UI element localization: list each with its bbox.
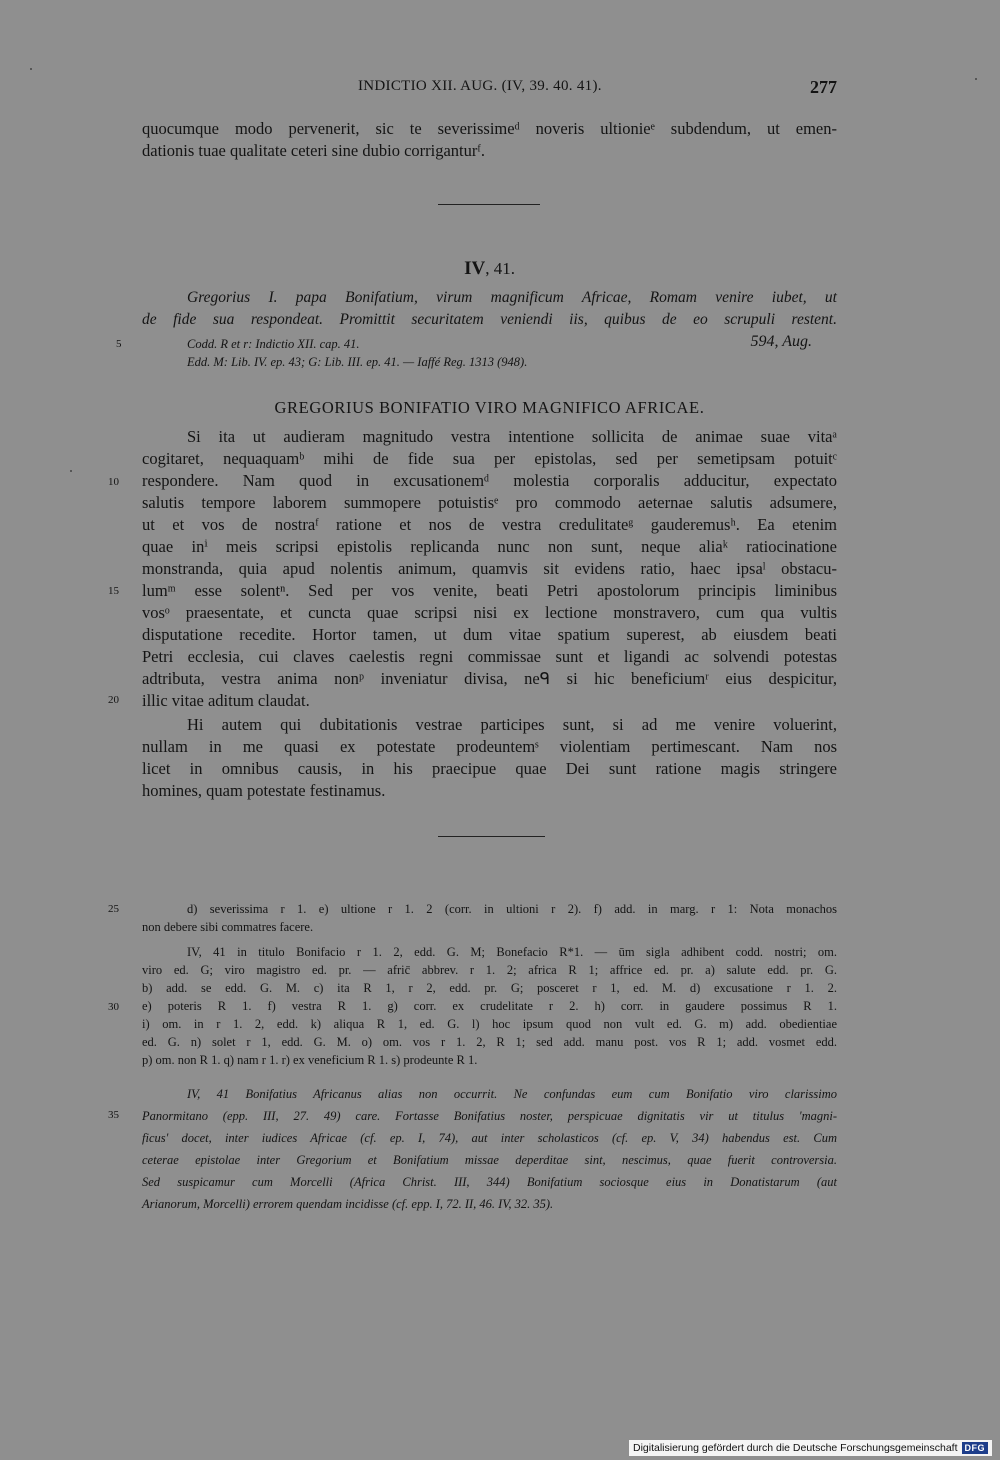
separator-rule — [438, 204, 540, 205]
commentary-line: ceterae epistolae inter Gregorium et Bonifatium missae deperditae sint, nescimus, quae fuerit controversia. — [142, 1153, 837, 1167]
scan-speck — [975, 78, 977, 80]
end-rule — [438, 836, 545, 837]
credit-text: Digitalisierung gefördert durch die Deutsche Forschungsgemeinschaft — [632, 1442, 958, 1454]
apparatus-line: e) poteris R 1. f) vestra R 1. g) corr. ex crudelitate r 2. h) corr. in gaudere possimus R 1. — [142, 999, 837, 1013]
text-line: ut et vos de nostraᶠ ratione et nos de vestra credulitateᵍ gauderemusʰ. Ea etenim — [142, 515, 837, 534]
commentary-line: Sed suspicamur cum Morcelli (Africa Christ. III, 344) Bonifatium sociosque eius in Donatistarum (aut — [142, 1175, 837, 1189]
line-number: 5 — [116, 338, 122, 350]
summary-line: de fide sua respondeat. Promittit securitatem veniendi iis, quibus de eo scrupuli restent. — [142, 311, 837, 328]
line-number: 10 — [108, 476, 119, 488]
line-number: 30 — [108, 1001, 119, 1013]
apparatus-line: d) severissima r 1. e) ultione r 1. 2 (corr. in ultioni r 2). f) add. in marg. r 1: Nota monachos — [187, 902, 837, 916]
line-number: 25 — [108, 903, 119, 915]
text-line: Petri ecclesia, cui claves caelestis regni commissae sunt et ligandi ac solvendi potestas — [142, 647, 837, 666]
text-line: Si ita ut audieram magnitudo vestra intentione sollicita de animae suae vitaᵃ — [187, 427, 837, 446]
text-line: monstranda, quia apud nolentis animum, quamvis sit evidens ratio, haec ipsaˡ obstacu- — [142, 559, 837, 578]
dfg-logo: DFG — [962, 1442, 989, 1454]
page-number: 277 — [810, 77, 837, 97]
text-line: quocumque modo pervenerit, sic te severissimeᵈ noveris ultionieᵉ subdendum, ut emen- — [142, 119, 837, 138]
scan-speck — [70, 470, 72, 472]
commentary-line: Arianorum, Morcelli) errorem quendam incidisse (cf. epp. I, 72. II, 46. IV, 32. 35). — [142, 1197, 554, 1211]
text-line: licet in omnibus causis, in his praecipue quae Dei sunt ratione magis stringere — [142, 759, 837, 778]
letter-number — [142, 258, 837, 280]
text-line: homines, quam potestate festinamus. — [142, 781, 386, 800]
apparatus-line: i) om. in r 1. 2, edd. k) aliqua R 1, ed. G. l) hoc ipsum quod non vult ed. G. m) add. obedientiae — [142, 1017, 837, 1031]
summary-line: Gregorius I. papa Bonifatium, virum magnificum Africae, Romam venire iubet, ut — [187, 289, 837, 306]
codices-line — [187, 333, 812, 352]
apparatus-line: ed. G. n) solet r 1, edd. G. M. o) om. vos r 1. 2, R 1; sed add. manu post. vos R 1; add. vosmet edd. — [142, 1035, 837, 1049]
text-line: cogitaret, nequaquamᵇ mihi de fide sua per epistolas, sed per semetipsam potuitᶜ — [142, 449, 837, 468]
commentary-line: IV, 41 Bonifatius Africanus alias non occurrit. Ne confundas eum cum Bonifatio viro clarissimo — [187, 1087, 837, 1101]
letter-number-index: , 41. — [485, 259, 515, 278]
line-number: 20 — [108, 694, 119, 706]
text-line: quae inⁱ meis scripsi epistolis replicanda nunc non sunt, neque aliaᵏ ratiocinatione — [142, 537, 837, 556]
commentary-line: Panormitano (epp. III, 27. 49) care. Fortasse Bonifatius noster, perspicuae dignitatis vir ut titulus 'magni- — [142, 1109, 837, 1123]
text-line: illic vitae aditum claudat. — [142, 691, 310, 710]
editions-line: Edd. M: Lib. IV. ep. 43; G: Lib. III. ep. 41. — Iaffé Reg. 1313 (948). — [187, 355, 528, 369]
text-line: disputatione recedite. Hortor tamen, ut dum vitae spatium superest, ab eiusdem beati — [142, 625, 837, 644]
letter-date: 594, Aug. — [750, 333, 812, 350]
line-number: 15 — [108, 585, 119, 597]
text-line: respondere. Nam quod in excusationemᵈ molestia corporalis adducitur, expectato — [142, 471, 837, 490]
text-line: lumᵐ esse solentⁿ. Sed per vos venite, beati Petri apostolorum principis liminibus — [142, 581, 837, 600]
line-number: 35 — [108, 1109, 119, 1121]
apparatus-line: viro ed. G; viro magistro ed. pr. — afric̄ abbrev. r 1. 2; africa R 1; affrice ed. pr. a) salute edd. pr. G. — [142, 963, 837, 977]
text-line: nullam in me quasi ex potestate prodeuntemˢ violentiam pertimescant. Nam nos — [142, 737, 837, 756]
running-head — [142, 78, 837, 102]
running-title: INDICTIO XII. AUG. (IV, 39. 40. 41). — [358, 78, 602, 94]
apparatus-line: non debere sibi commatres facere. — [142, 920, 314, 934]
apparatus-line: p) om. non R 1. q) nam r 1. r) ex veneficium R 1. s) prodeunte R 1. — [142, 1053, 478, 1067]
scan-speck — [30, 68, 32, 70]
letter-heading: GREGORIUS BONIFATIO VIRO MAGNIFICO AFRICAE. — [274, 398, 705, 417]
text-line: vosᵒ praesentate, et cuncta quae scripsi nisi ex lectione monstravero, cum qua vultis — [142, 603, 837, 622]
text-line: adtributa, vestra anima nonᵖ inveniatur divisa, neᑫ si hic beneficiumʳ eius despicitur, — [142, 669, 837, 688]
text-line: dationis tuae qualitate ceteri sine dubio corriganturᶠ. — [142, 141, 485, 160]
codices-text: Codd. R et r: Indictio XII. cap. 41. — [187, 337, 360, 351]
text-line: Hi autem qui dubitationis vestrae participes sunt, si ad me venire voluerint, — [187, 715, 837, 734]
commentary-line: ficus' docet, inter iudices Africae (cf. ep. I, 74), aut inter scholasticos (cf. ep. V, 34) habendus est. Cum — [142, 1131, 837, 1145]
digitization-credit — [629, 1440, 992, 1456]
text-line: salutis tempore laborem summopere potuistisᵉ pro commodo aeternae salutis adsumere, — [142, 493, 837, 512]
apparatus-line: IV, 41 in titulo Bonifacio r 1. 2, edd. G. M; Bonefacio R*1. — ūm sigla adhibent codd. nostri; om. — [187, 945, 837, 959]
letter-number-book: IV — [464, 258, 486, 279]
apparatus-line: b) add. se edd. G. M. c) ita R 1, r 2, edd. pr. G; posceret r 1, ed. M. d) excusatione r 1. 2. — [142, 981, 837, 995]
